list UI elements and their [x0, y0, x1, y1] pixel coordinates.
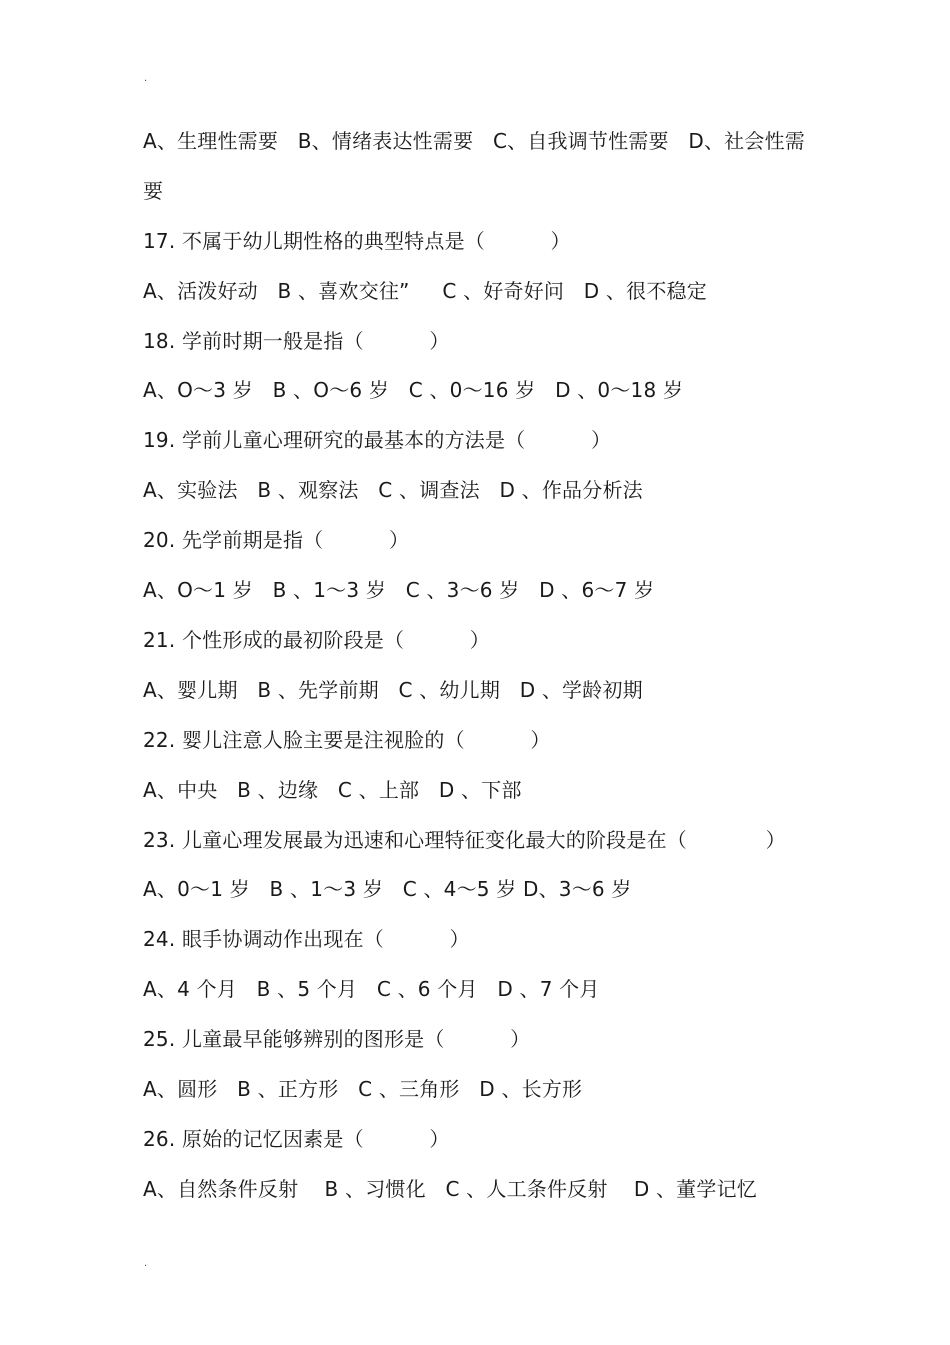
question-text-line: A、活泼好动 B 、喜欢交往” C 、好奇好问 D 、很不稳定 [143, 279, 707, 303]
question-text-line: 22. 婴儿注意人脸主要是注视脸的（ ） [143, 728, 551, 752]
bottom-page-mark: . [144, 1258, 148, 1269]
question-text-line: 19. 学前儿童心理研究的最基本的方法是（ ） [143, 428, 612, 452]
question-text-line: A、中央 B 、边缘 C 、上部 D 、下部 [143, 778, 522, 802]
question-text-line: 25. 儿童最早能够辨别的图形是（ ） [143, 1027, 531, 1051]
question-text-line: A、生理性需要 B、情绪表达性需要 C、自我调节性需要 D、社会性需 [143, 129, 805, 153]
question-text-line: 21. 个性形成的最初阶段是（ ） [143, 628, 490, 652]
top-page-mark: . [144, 73, 148, 84]
question-text-line: A、O～1 岁 B 、1～3 岁 C 、3～6 岁 D 、6～7 岁 [143, 578, 655, 602]
question-text-line: A、O～3 岁 B 、O～6 岁 C 、0～16 岁 D 、0～18 岁 [143, 378, 684, 402]
question-text-line: 24. 眼手协调动作出现在（ ） [143, 927, 470, 951]
question-text-line: 23. 儿童心理发展最为迅速和心理特征变化最大的阶段是在（ ） [143, 828, 786, 852]
question-text-line: 18. 学前时期一般是指（ ） [143, 329, 450, 353]
question-text-line: A、实验法 B 、观察法 C 、调查法 D 、作品分析法 [143, 478, 643, 502]
question-text-line: A、婴儿期 B 、先学前期 C 、幼儿期 D 、学龄初期 [143, 678, 643, 702]
question-text-line: 17. 不属于幼儿期性格的典型特点是（ ） [143, 229, 571, 253]
question-text-line: A、4 个月 B 、5 个月 C 、6 个月 D 、7 个月 [143, 977, 600, 1001]
question-text-line: A、圆形 B 、正方形 C 、三角形 D 、长方形 [143, 1077, 583, 1101]
question-text-line: 20. 先学前期是指（ ） [143, 528, 410, 552]
question-text-line: 26. 原始的记忆因素是（ ） [143, 1127, 450, 1151]
question-text-line: A、0～1 岁 B 、1～3 岁 C 、4～5 岁 D、3～6 岁 [143, 877, 632, 901]
question-text-line: A、自然条件反射 B 、习惯化 C 、人工条件反射 D 、董学记忆 [143, 1177, 757, 1201]
question-text-line: 要 [143, 179, 164, 203]
